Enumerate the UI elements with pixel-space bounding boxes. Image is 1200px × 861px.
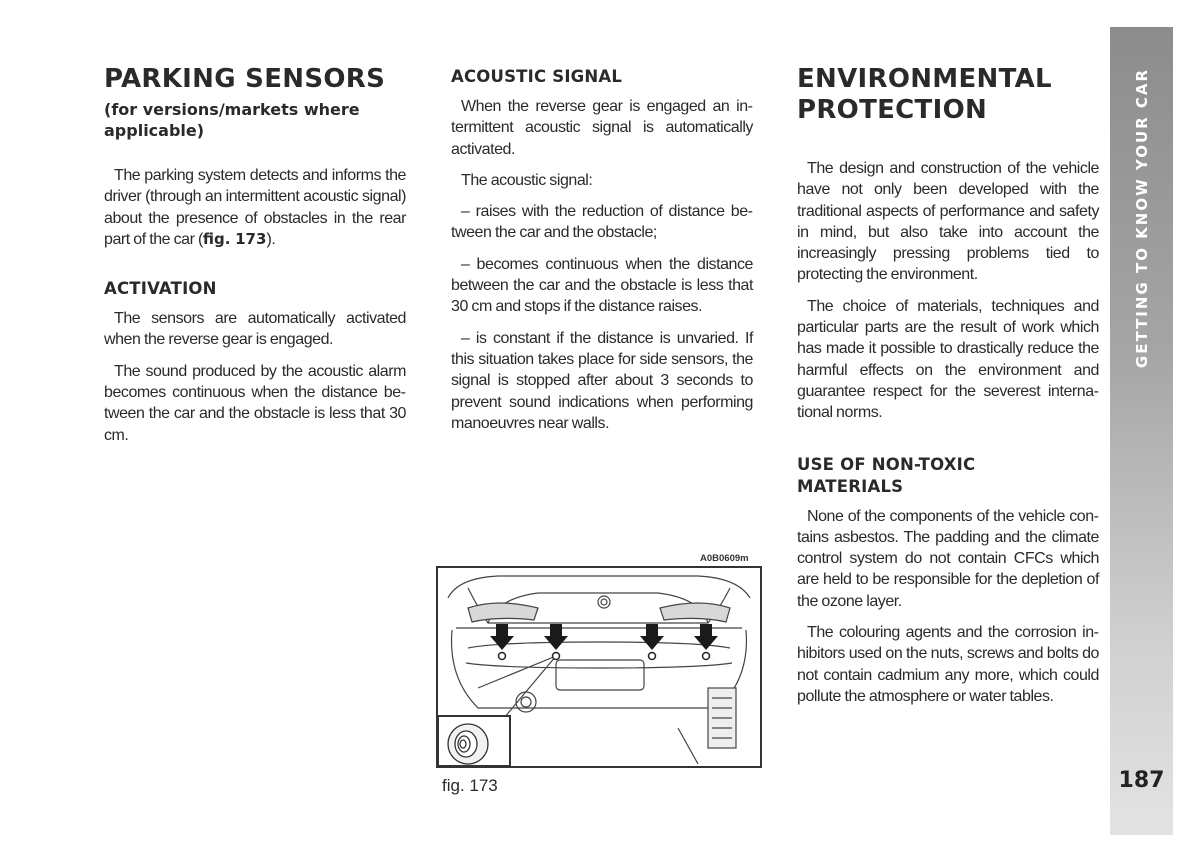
environment-paragraph-4: The colouring agents and the corrosion inhibitors used on the nuts, screws and bolts do not contain cadmium any more, which could pollute the atmosphere or water tables. [797, 624, 1099, 705]
heading-activation: ACTIVATION [104, 279, 217, 299]
section-title-environmental-protection: ENVIRONMENTAL PROTECTION [797, 64, 1052, 125]
chapter-label: GETTING TO KNOW YOUR CAR [1133, 67, 1151, 369]
activation-paragraph-2: The sound produced by the acoustic alarm becomes continuous when the distance between the car and the obstacle is less that 30 cm. [104, 362, 406, 444]
column-acoustic-signal [451, 60, 753, 444]
car-rear-illustration [438, 568, 760, 766]
acoustic-paragraph-5: – is constant if the distance is unvaried. If this situation takes place for side sensors, the signal is stopped after about 3 seconds to prevent sound indications when performing manoeuvres near walls. [451, 329, 753, 432]
environment-paragraph-1: The design and construction of the vehicle have not only been developed with the traditional aspects of performance and safety in mind, but also take into account the increasingly pressing problems tied to protecting the environment. [797, 160, 1099, 284]
intro-text-end: ). [266, 230, 276, 248]
acoustic-paragraph-1: When the reverse gear is engaged an intermittent acoustic signal is automatically activated. [451, 98, 753, 158]
intro-text: The parking system detects and informs the driver (through an intermittent acoustic signal) about the presence of obstacles in the rear part of the car ( [104, 167, 406, 248]
heading-acoustic-signal: ACOUSTIC SIGNAL [451, 67, 623, 86]
heading-non-toxic-materials: USE OF NON-TOXIC MATERIALS [797, 454, 976, 496]
environment-paragraph-3: None of the components of the vehicle contains asbestos. The padding and the climate control system do not contain CFCs which are held to be responsible for the depletion of the ozone layer. [797, 507, 1099, 610]
column-parking-sensors [104, 60, 406, 456]
figure-reference: fig. 173 [202, 229, 267, 248]
intro-paragraph [104, 165, 406, 250]
page-number: 187 [1118, 768, 1165, 793]
activation-paragraph-1: The sensors are automatically activated when the reverse gear is engaged. [104, 310, 406, 349]
figure-parking-sensors [436, 566, 762, 768]
column-environmental-protection [797, 60, 1099, 717]
figure-code: A0B0609m [700, 553, 749, 564]
section-subtitle: (for versions/markets where applicable) [104, 100, 360, 140]
acoustic-paragraph-3: – raises with the reduction of distance between the car and the obstacle; [451, 203, 753, 242]
acoustic-paragraph-2: The acoustic signal: [461, 171, 593, 189]
section-title-parking-sensors: PARKING SENSORS [104, 64, 386, 94]
acoustic-paragraph-4: – becomes continuous when the distance between the car and the obstacle is less that 30 cm and stops if the distance raises. [451, 255, 753, 316]
figure-caption: fig. 173 [442, 776, 498, 795]
environment-paragraph-2: The choice of materials, techniques and particular parts are the result of work which has made it possible to drastically reduce the harmful effects on the environment and guarantee respect for the severest international norms. [797, 297, 1099, 422]
